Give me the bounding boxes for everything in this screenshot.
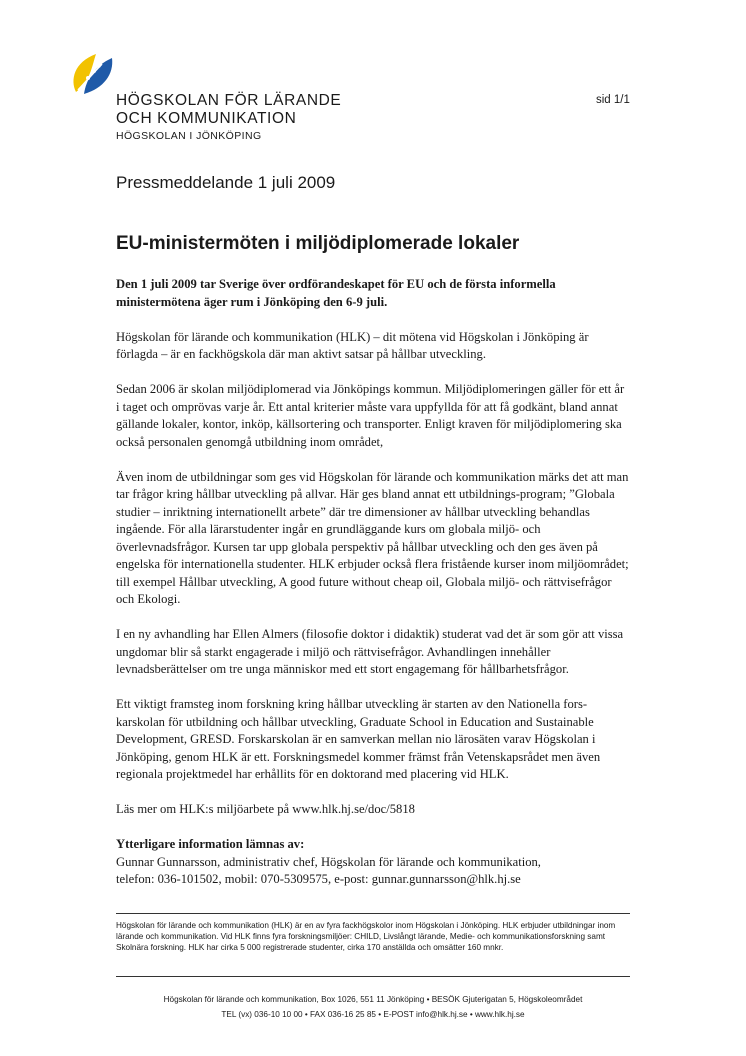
footer-divider-top xyxy=(116,913,630,914)
article-title: EU-ministermöten i miljödiplomerade lokaler xyxy=(116,233,520,254)
body-paragraph: Högskolan för lärande och kommunikation (HLK) – dit mötena vid Högskolan i Jönköping är förlagda – är en fackhögskola där man aktivt satsar på hållbar utveckling. xyxy=(116,329,589,361)
footer-contact-info: TEL (vx) 036-10 10 00 • FAX 036-16 25 85 • E-POST info@hlk.hj.se • www.hlk.hj.se xyxy=(221,1010,525,1019)
org-name-line2: OCH KOMMUNIKATION xyxy=(116,110,297,127)
press-release-date: Pressmeddelande 1 juli 2009 xyxy=(116,173,336,192)
article-body xyxy=(116,276,630,889)
contact-phone-line: telefon: 036-101502, mobil: 070-5309575, e-post: gunnar.gunnarsson@hlk.hj.se xyxy=(116,872,521,886)
contact-block xyxy=(116,836,630,889)
body-paragraph: Även inom de utbildningar som ges vid Högskolan för lärande och kommunikation märks det att man tar frågor kring hållbar utveckling på allvar. Här ges bland annat ett utbildnings-program; ”Globala studier – inriktning internationellt arbete” där tre dimensioner av hållbar utveckling behandlas ingående. För alla lärarstudenter ingår en grundläggande kurs om globala miljö- och överlevnadsfrågor. Kursen tar upp globala perspektiv på hållbar utveckling och den ges även på engelska för internationella studenter. HLK erbjuder också flera fristående kurser inom miljöområdet; till exempel Hållbar utveckling, A good future without cheap oil, Globala miljö- och rättvisefrågor och Ekologi. xyxy=(116,469,629,606)
lead-paragraph: Den 1 juli 2009 tar Sverige över ordförandeskapet för EU och de första informella ministermötena äger rum i Jönköping den 6-9 juli. xyxy=(116,277,556,309)
body-paragraph: Sedan 2006 är skolan miljödiplomerad via Jönköpings kommun. Miljödiplomeringen gäller för ett år i taget och omprövas varje år. Ett antal kriterier måste vara uppfyllda för att få godkänt, bland annat gällande lokaler, kontor, inköp, källsortering och transporter. Enligt kraven för miljödiplomering ska också personalen genomgå utbildning inom området, xyxy=(116,382,625,449)
body-paragraph: I en ny avhandling har Ellen Almers (filosofie doktor i didaktik) studerat vad det är som gör att vissa ungdomar blir så starkt engagerade i miljö och rättvisefrågor. Avhandlingen innehåller levnadsberättelser om tre unga människor med ett stort engagemang för hållbarhetsfrågor. xyxy=(116,627,624,676)
contact-heading: Ytterligare information lämnas av: xyxy=(116,837,305,851)
university-logo xyxy=(62,52,124,98)
contact-name-line: Gunnar Gunnarsson, administrativ chef, Högskolan för lärande och kommunikation, xyxy=(116,854,541,869)
body-paragraph: Ett viktigt framsteg inom forskning kring hållbar utveckling är starten av den Nationella fors-karskolan för utbildning och hållbar utveckling, Graduate School in Education and Sustainable Development, GRESD. Forskarskolan är en samverkan mellan nio lärosäten varav Högskolan i Jönköping, genom HLK är ett. Forskningsmedel kommer främst från Vetenskapsrådet men även regionala projektmedel har erhållits för en doktorand med placering vid HLK. xyxy=(116,697,601,781)
org-name-line1: HÖGSKOLAN FÖR LÄRANDE xyxy=(116,92,342,109)
footer-address: Högskolan för lärande och kommunikation, Box 1026, 551 11 Jönköping • BESÖK Gjuterigatan 5, Högskoleområdet xyxy=(163,995,583,1004)
footer-about: Högskolan för lärande och kommunikation (HLK) är en av fyra fackhögskolor inom Högskolan i Jönköping. HLK erbjuder utbildningar inom lärande och kommunikation. Vid HLK finns fyra forskningsmiljöer: CHILD, Livslångt lärande, Medie- och kommunikationsforskning samt Skolnära forskning. HLK har cirka 5 000 registrerade studenter, cirka 170 anställda och omsätter 160 mnkr. xyxy=(116,921,616,952)
read-more-line: Läs mer om HLK:s miljöarbete på www.hlk.hj.se/doc/5818 xyxy=(116,802,415,816)
organization-name xyxy=(116,92,341,143)
org-subtitle: HÖGSKOLAN I JÖNKÖPING xyxy=(116,130,262,142)
page-number: sid 1/1 xyxy=(596,94,630,106)
footer-divider-bottom xyxy=(116,976,630,977)
